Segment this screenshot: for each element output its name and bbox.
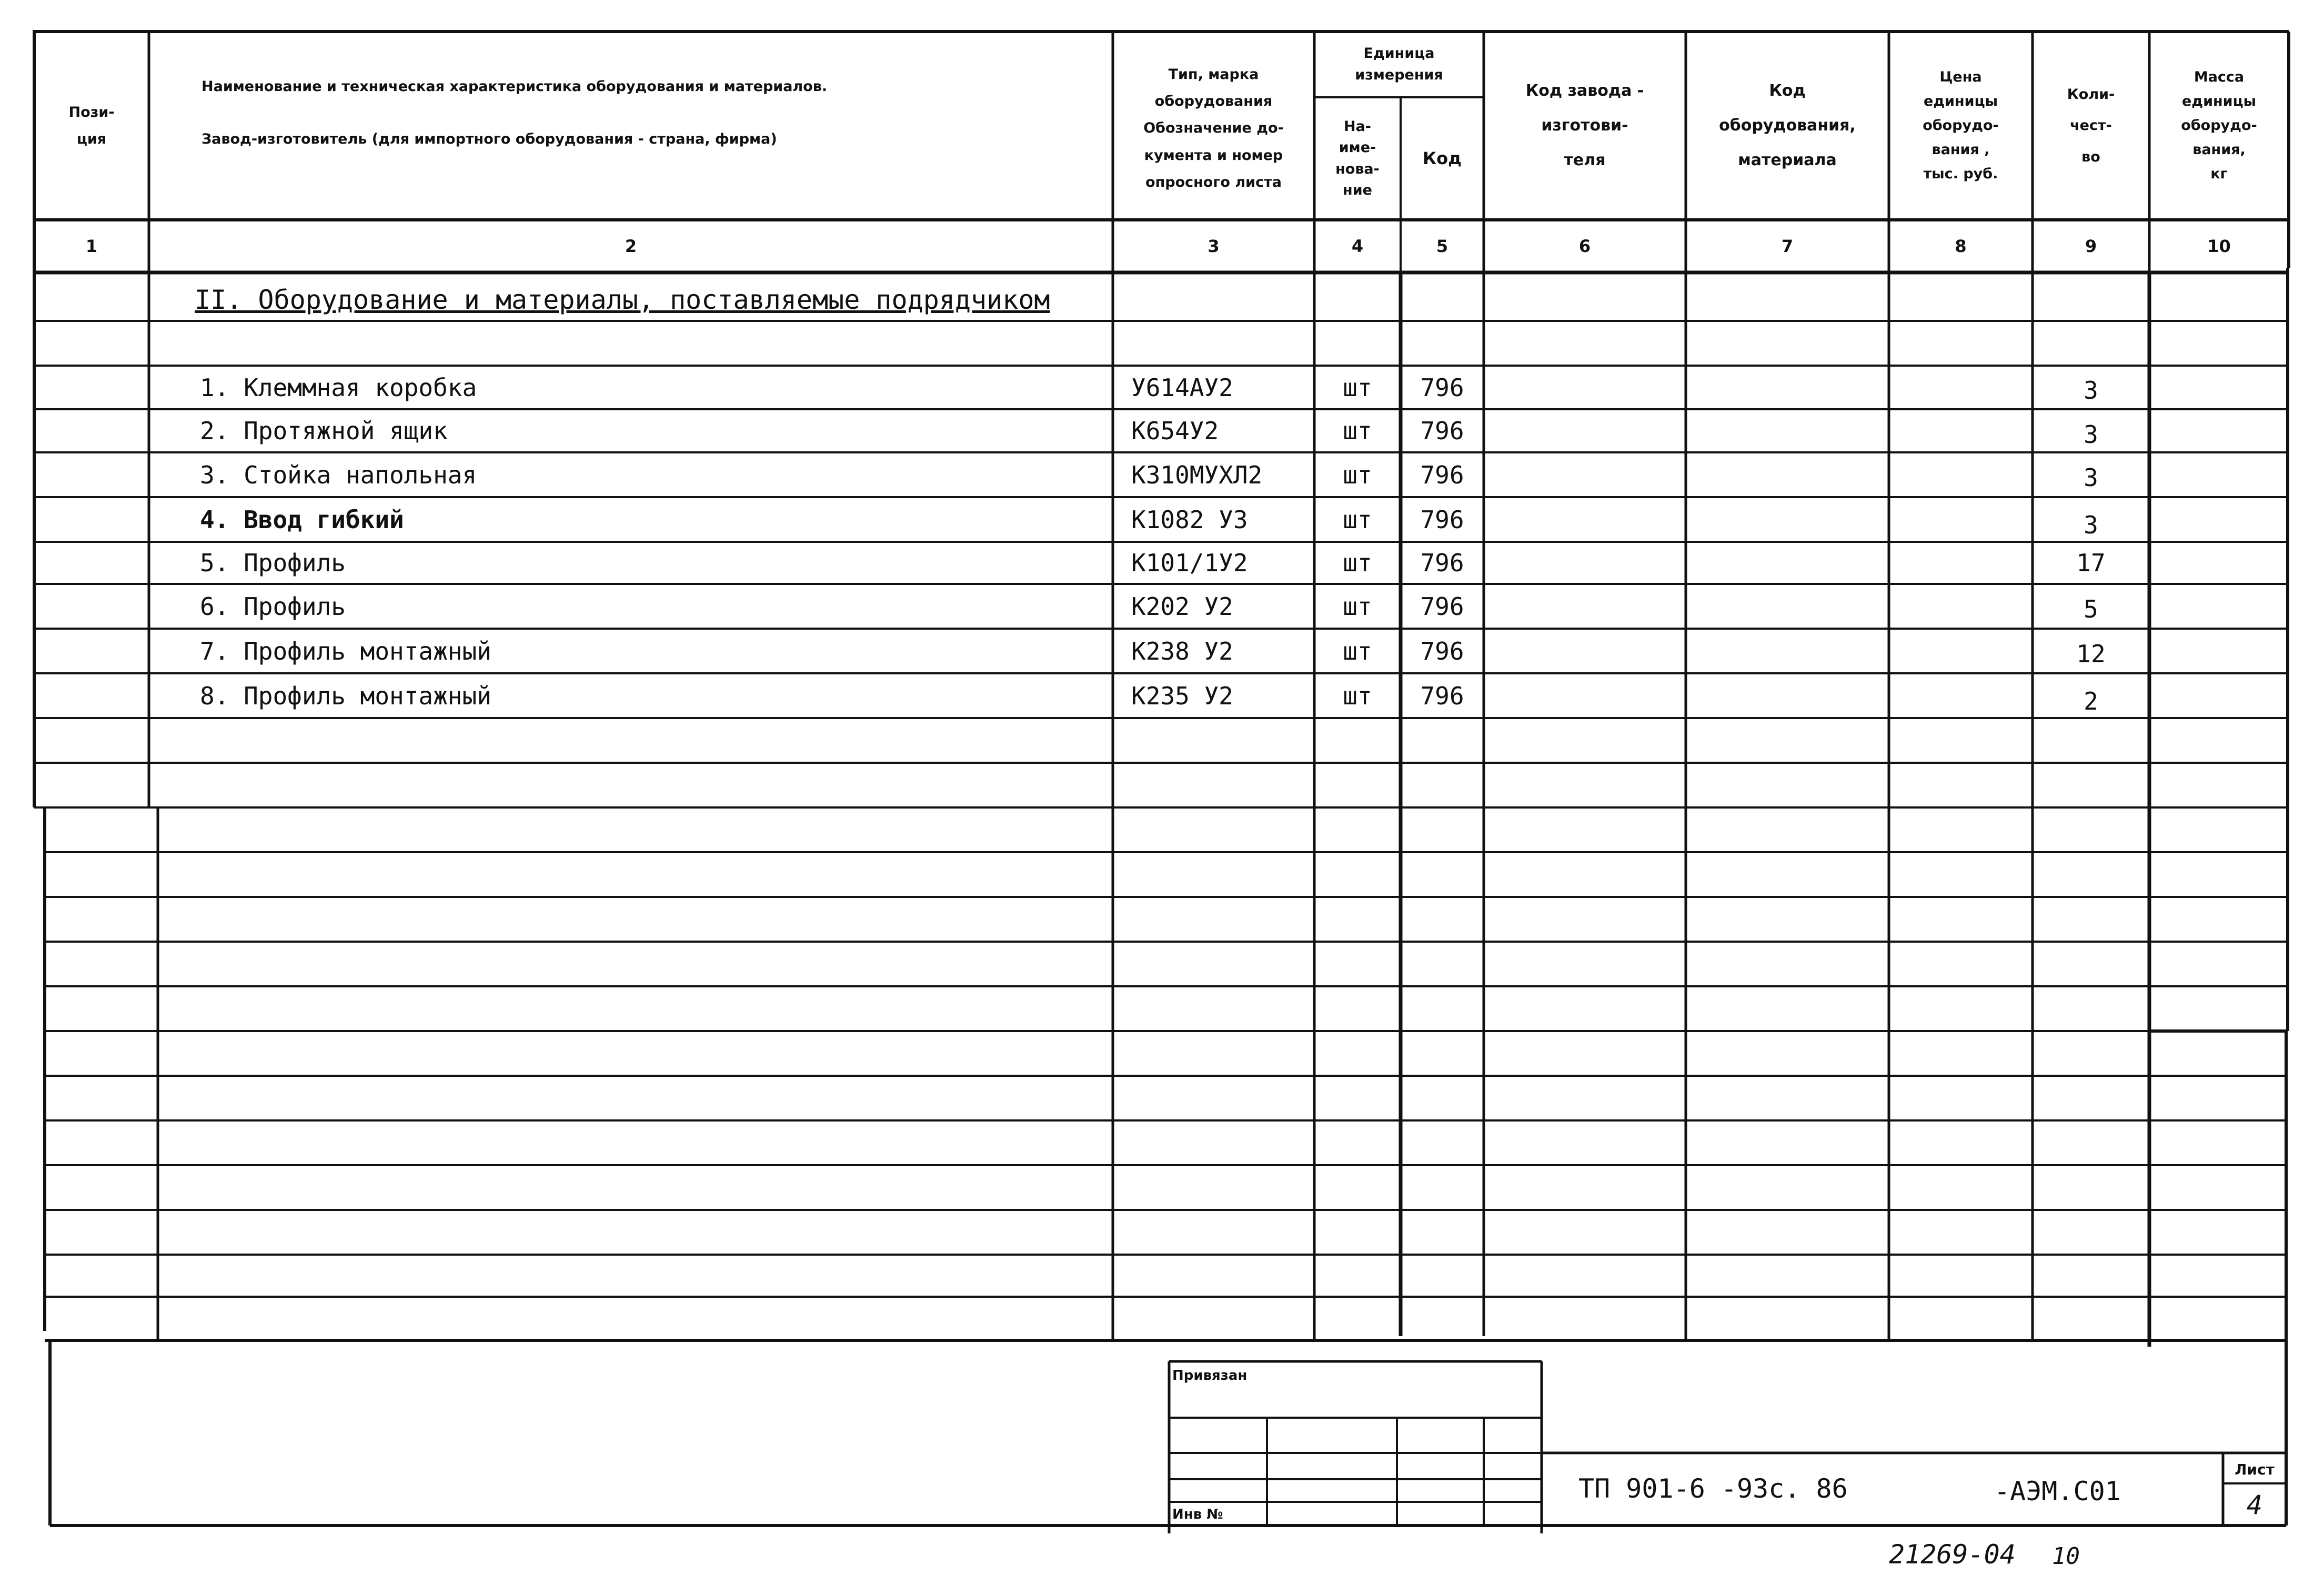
item-name: 7. Профиль монтажный [200,637,491,665]
item-type: К235 У2 [1131,681,1233,710]
column-number: 5 [1436,236,1448,256]
footer-page: 10 [2052,1542,2080,1570]
column-number: 9 [2085,236,2097,256]
header-unit-group: Единица измерения [1355,45,1443,83]
item-quantity: 3 [2084,463,2098,492]
header-quantity: Коли- чест- во [2067,86,2115,165]
item-unit-code: 796 [1420,417,1464,445]
item-unit-code: 796 [1420,637,1464,665]
section-title: II. Оборудование и материалы, поставляемые подрядчиком [195,285,1050,315]
column-number: 1 [85,236,98,256]
item-quantity: 3 [2084,376,2098,405]
header-type: Тип, марка оборудования Обозначение до- кумента и номер опросного листа [1143,66,1284,190]
item-name: 8. Профиль монтажный [200,681,491,710]
item-type: У614АУ2 [1131,373,1233,402]
header-name-line1: Наименование и техническая характеристика оборудования и материалов. [202,78,828,95]
item-unit: шт [1343,592,1372,621]
item-quantity: 3 [2084,420,2098,449]
item-name: 3. Стойка напольная [200,460,477,489]
column-number: 8 [1955,236,1967,256]
item-unit: шт [1343,460,1372,489]
column-number: 3 [1208,236,1220,256]
item-unit: шт [1343,505,1372,534]
item-unit: шт [1343,637,1372,665]
column-number: 4 [1351,236,1364,256]
header-unit-code: Код [1423,148,1462,169]
item-name: 1. Клеммная коробка [200,373,477,402]
item-quantity: 5 [2084,594,2098,623]
item-unit: шт [1343,681,1372,710]
item-type: К654У2 [1131,417,1219,445]
item-unit: шт [1343,549,1372,577]
sheet-label: Лист [2235,1460,2275,1478]
header-mass: Масса единицы оборудо- вания, кг [2181,69,2257,182]
column-number: 10 [2207,236,2231,256]
stamp-privyazan-label: Привязан [1172,1367,1247,1383]
header-price: Цена единицы оборудо- вания , тыс. руб. [1923,69,1999,182]
item-unit-code: 796 [1420,592,1464,621]
item-name: 6. Профиль [200,592,346,621]
item-name: 4. Ввод гибкий [200,505,404,534]
item-type: К1082 У3 [1131,505,1248,534]
item-unit-code: 796 [1420,505,1464,534]
stamp-inv-label: Инв № [1172,1507,1223,1522]
item-quantity: 3 [2084,510,2098,539]
item-quantity: 2 [2084,686,2098,715]
sheet-number: 4 [2246,1490,2263,1520]
item-quantity: 17 [2076,549,2106,577]
footer-number: 21269-04 [1889,1539,2016,1570]
item-type: К238 У2 [1131,637,1233,665]
header-name-line2: Завод-изготовитель (для импортного оборудования - страна, фирма) [202,131,777,148]
item-unit-code: 796 [1420,460,1464,489]
header-unit-name: На- име- нова- ние [1335,118,1380,198]
item-quantity: 12 [2076,639,2106,668]
header-position: Пози- ция [68,104,115,147]
item-unit: шт [1343,373,1372,402]
item-unit-code: 796 [1420,681,1464,710]
item-name: 2. Протяжной ящик [200,417,448,445]
item-type: К310МУХЛ2 [1131,460,1263,489]
item-type: К202 У2 [1131,592,1233,621]
column-number: 2 [625,236,637,256]
item-type: К101/1У2 [1131,549,1248,577]
item-unit-code: 796 [1420,549,1464,577]
document-suffix: -АЭМ.С01 [1994,1476,2121,1507]
column-number: 7 [1781,236,1794,256]
item-unit: шт [1343,417,1372,445]
item-unit-code: 796 [1420,373,1464,402]
document-code: ТП 901-6 -93с. 86 [1578,1473,1848,1504]
header-equipment-code: Код оборудования, материала [1719,82,1856,169]
item-name: 5. Профиль [200,549,346,577]
column-number: 6 [1578,236,1591,256]
header-manufacturer-code: Код завода - изготови- теля [1525,82,1644,169]
